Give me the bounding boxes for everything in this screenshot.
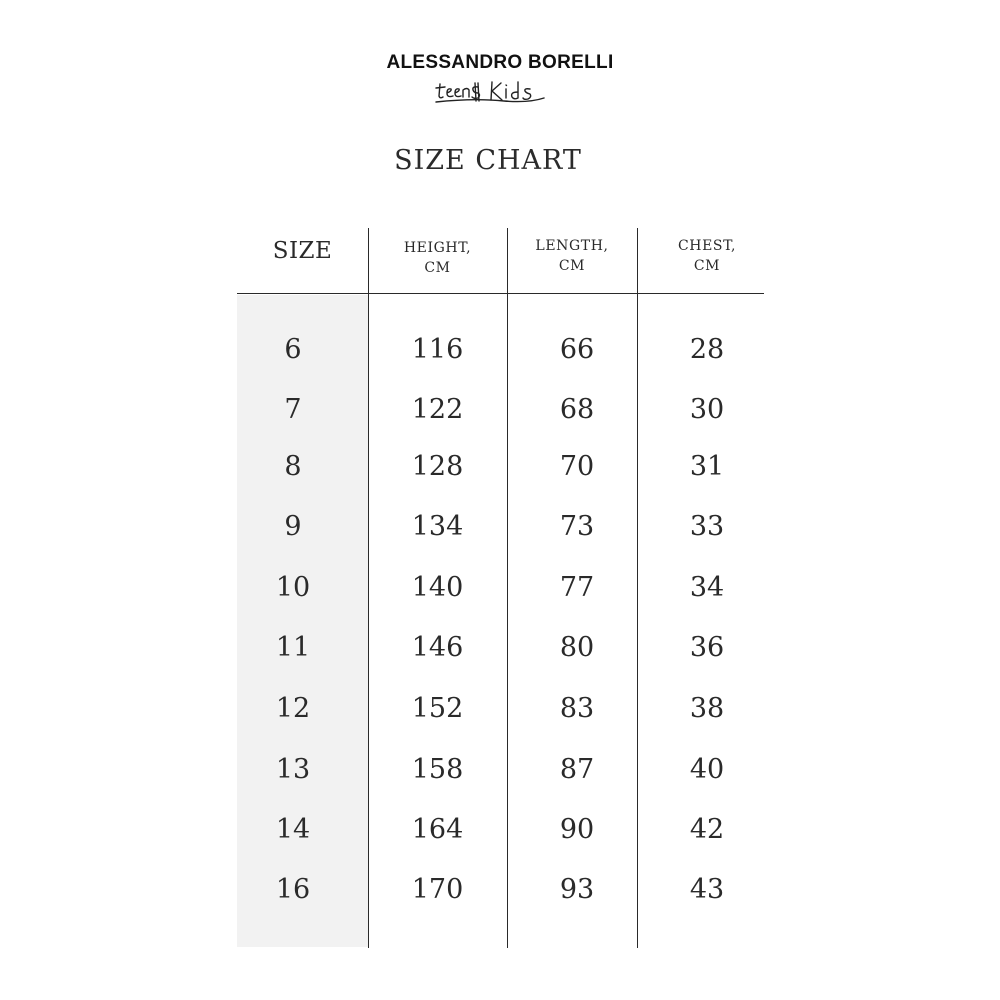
size-chart-title: SIZE CHART — [394, 145, 582, 176]
size-cell: 10 — [275, 572, 311, 603]
length-cell: 68 — [559, 394, 595, 425]
size-cell: 8 — [284, 451, 302, 482]
table-row — [0, 447, 1000, 487]
height-cell: 146 — [411, 632, 464, 663]
length-cell: 70 — [559, 451, 595, 482]
length-cell: 83 — [559, 693, 595, 724]
size-cell: 16 — [275, 874, 311, 905]
table-row — [0, 568, 1000, 608]
table-row — [0, 507, 1000, 547]
height-cell: 140 — [411, 572, 464, 603]
length-cell: 66 — [559, 334, 595, 365]
table-row — [0, 330, 1000, 370]
table-row — [0, 689, 1000, 729]
table-row — [0, 750, 1000, 790]
height-cell: 128 — [411, 451, 464, 482]
chest-cell: 34 — [689, 572, 725, 603]
size-cell: 6 — [284, 334, 302, 365]
height-cell: 158 — [411, 754, 464, 785]
chest-cell: 30 — [689, 394, 725, 425]
height-cell: 116 — [411, 334, 464, 365]
chest-cell: 40 — [689, 754, 725, 785]
length-cell: 87 — [559, 754, 595, 785]
header-chest-label: CHEST, — [677, 238, 737, 254]
brand-name: ALESSANDRO BORELLI — [386, 52, 614, 73]
size-cell: 13 — [275, 754, 311, 785]
header-length-unit: CM — [558, 258, 586, 274]
header-height-unit: CM — [424, 260, 451, 276]
table-row — [0, 870, 1000, 910]
length-cell: 93 — [559, 874, 595, 905]
table-row — [0, 810, 1000, 850]
size-cell: 14 — [275, 814, 311, 845]
length-cell: 77 — [559, 572, 595, 603]
chest-cell: 42 — [689, 814, 725, 845]
chest-cell: 31 — [689, 451, 725, 482]
height-cell: 134 — [411, 511, 464, 542]
chest-cell: 43 — [689, 874, 725, 905]
chest-cell: 36 — [689, 632, 725, 663]
header-size: SIZE — [272, 238, 333, 264]
height-cell: 170 — [411, 874, 464, 905]
size-cell: 11 — [275, 632, 311, 663]
height-cell: 164 — [411, 814, 464, 845]
chest-cell: 33 — [689, 511, 725, 542]
height-cell: 122 — [411, 394, 464, 425]
header-length-label: LENGTH, — [535, 238, 609, 254]
chest-cell: 38 — [689, 693, 725, 724]
length-cell: 80 — [559, 632, 595, 663]
table-row — [0, 390, 1000, 430]
length-cell: 90 — [559, 814, 595, 845]
size-cell: 7 — [284, 394, 302, 425]
chest-cell: 28 — [689, 334, 725, 365]
header-height-label: HEIGHT, — [403, 240, 472, 256]
height-cell: 152 — [411, 693, 464, 724]
size-cell: 9 — [284, 511, 302, 542]
length-cell: 73 — [559, 511, 595, 542]
size-cell: 12 — [275, 693, 311, 724]
header-chest-unit: CM — [693, 258, 721, 274]
table-row — [0, 628, 1000, 668]
